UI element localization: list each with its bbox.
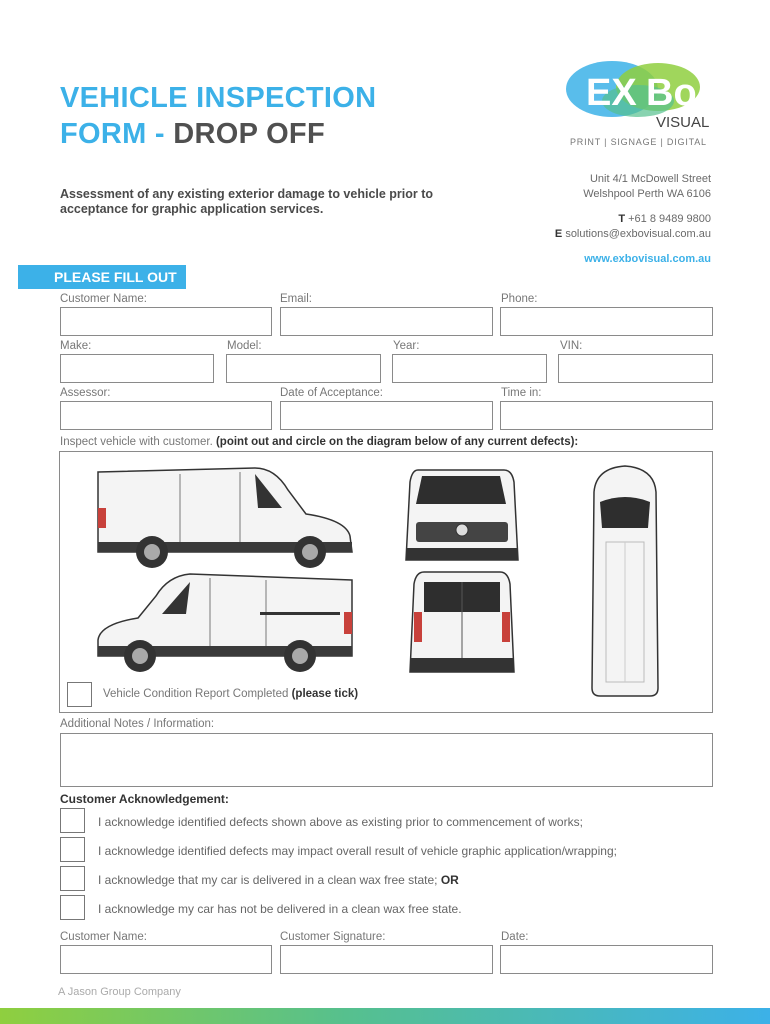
date-acceptance-label: Date of Acceptance: — [280, 387, 383, 399]
make-label: Make: — [60, 340, 92, 352]
vin-field[interactable] — [558, 354, 713, 383]
condition-report-label — [103, 688, 358, 700]
address-line-1: Unit 4/1 McDowell Street — [589, 173, 711, 185]
website-link[interactable]: www.exbovisual.com.au — [584, 253, 711, 265]
time-in-field[interactable] — [500, 401, 713, 430]
van-diagrams — [60, 452, 712, 712]
intro-text: Assessment of any existing exterior damage to vehicle prior to acceptance for graphic application services. — [60, 187, 434, 216]
signoff-name-field[interactable] — [60, 945, 272, 974]
ack-item-4: I acknowledge my car has not be delivered in a clean wax free state. — [98, 902, 462, 916]
bottom-gradient-bar — [0, 1008, 770, 1024]
email-field[interactable] — [280, 307, 493, 336]
date-field[interactable] — [500, 945, 713, 974]
logo-bo: Bo — [646, 72, 697, 114]
vehicle-diagram-area[interactable] — [59, 451, 713, 713]
address-line-2: Welshpool Perth WA 6106 — [583, 187, 711, 200]
email-line — [555, 227, 711, 242]
condition-report-checkbox[interactable] — [67, 682, 92, 707]
ack-item-3-text: I acknowledge that my car is delivered in a clean wax free state; — [98, 873, 441, 887]
ack-checkbox-2[interactable] — [60, 837, 85, 862]
inspect-text: Inspect vehicle with customer. — [60, 436, 216, 448]
email-address[interactable]: solutions@exbovisual.com.au — [565, 227, 711, 240]
form-title — [60, 80, 376, 152]
title-line-1: VEHICLE INSPECTION — [60, 82, 377, 114]
phone-line — [555, 212, 711, 227]
van-front-icon — [406, 470, 518, 560]
customer-name-field[interactable] — [60, 307, 272, 336]
assessor-field[interactable] — [60, 401, 272, 430]
customer-name-label: Customer Name: — [60, 293, 147, 305]
year-field[interactable] — [392, 354, 547, 383]
model-label: Model: — [227, 340, 262, 352]
logo-ex: EX — [586, 72, 637, 114]
email-label: E — [554, 227, 563, 240]
phone-number: +61 8 9489 9800 — [628, 213, 711, 225]
footer-text: A Jason Group Company — [58, 986, 181, 998]
signoff-name-label: Customer Name: — [60, 931, 147, 943]
date-label: Date: — [501, 931, 529, 943]
inspect-bold: (point out and circle on the diagram below of any current defects): — [215, 436, 579, 448]
email-label-field: Email: — [280, 293, 312, 305]
van-side-right-icon — [98, 468, 352, 568]
notes-field[interactable] — [60, 733, 713, 787]
title-drop-off: DROP OFF — [173, 118, 325, 150]
inspect-instruction — [60, 436, 578, 448]
section-title-bar: PLEASE FILL OUT — [18, 265, 186, 289]
van-top-icon — [592, 466, 658, 696]
assessor-label: Assessor: — [60, 387, 111, 399]
ack-item-3-or: OR — [440, 873, 459, 887]
year-label: Year: — [393, 340, 420, 352]
exbo-logo — [560, 55, 715, 150]
notes-label: Additional Notes / Information: — [60, 718, 215, 730]
phone-label: T — [618, 213, 626, 225]
van-rear-icon — [410, 572, 514, 672]
condition-report-text: Vehicle Condition Report Completed — [103, 688, 292, 700]
ack-item-1: I acknowledge identified defects shown above as existing prior to commencement of works; — [98, 815, 583, 829]
contact-block — [555, 172, 711, 267]
logo-tagline: PRINT | SIGNAGE | DIGITAL — [570, 137, 707, 147]
model-field[interactable] — [226, 354, 381, 383]
logo-visual: VISUAL — [656, 114, 710, 131]
date-acceptance-field[interactable] — [280, 401, 493, 430]
ack-item-2: I acknowledge identified defects may impact overall result of vehicle graphic application/wrapping; — [98, 844, 617, 858]
phone-label-field: Phone: — [501, 293, 538, 305]
ack-item-3 — [98, 873, 459, 887]
vin-label: VIN: — [560, 340, 583, 352]
acknowledgement-title: Customer Acknowledgement: — [60, 792, 229, 806]
ack-checkbox-1[interactable] — [60, 808, 85, 833]
time-in-label: Time in: — [501, 387, 542, 399]
van-side-left-icon — [98, 574, 352, 672]
signature-field[interactable] — [280, 945, 493, 974]
ack-checkbox-4[interactable] — [60, 895, 85, 920]
phone-field[interactable] — [500, 307, 713, 336]
condition-report-bold: (please tick) — [291, 688, 359, 700]
make-field[interactable] — [60, 354, 214, 383]
title-form: FORM - — [60, 118, 174, 150]
ack-checkbox-3[interactable] — [60, 866, 85, 891]
signature-label: Customer Signature: — [280, 931, 386, 943]
